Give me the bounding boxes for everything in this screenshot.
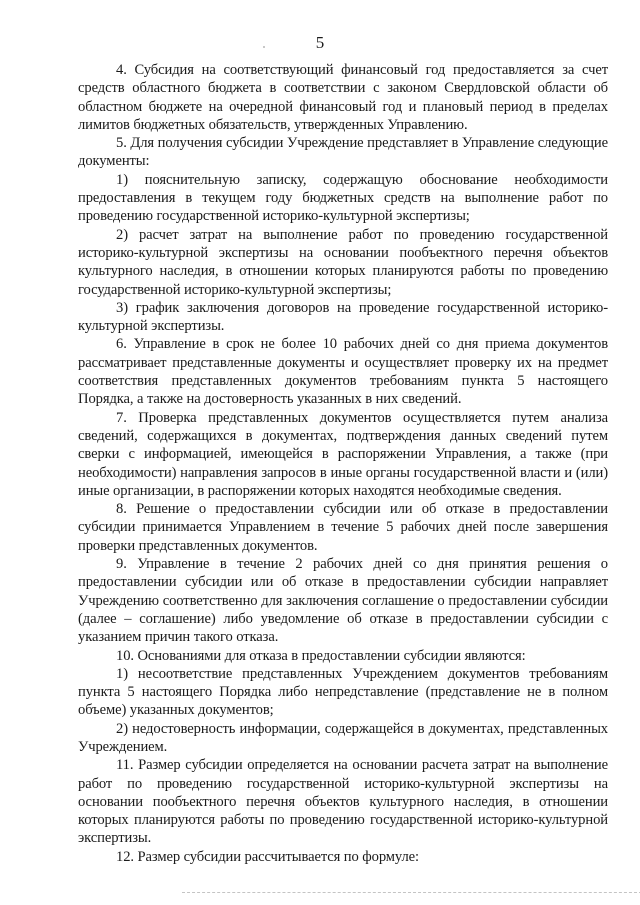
paragraph-10: 10. Основаниями для отказа в предоставлении субсидии являются: — [116, 647, 526, 664]
paragraph-5-item-3: 3) график заключения договоров на проведение государственной историко-культурной экспертизы. — [78, 299, 608, 335]
paragraph-10-item-2: 2) недостоверность информации, содержащейся в документах, представленных Учреждением. — [78, 720, 608, 755]
paragraph-8: 8. Решение о предоставлении субсидии или об отказе в предоставлении субсидии принимается Управлением в течение 5 рабочих дней после завершения проверки представленных документов. — [78, 501, 608, 554]
scan-edge-line — [182, 892, 640, 893]
paragraph-12: 12. Размер субсидии рассчитывается по формуле: — [116, 848, 420, 865]
page-number: 5 — [315, 33, 325, 52]
paragraph-9: 9. Управление в течение 2 рабочих дней со дня принятия решения о предоставлении субсидии или об отказе в предоставлении субсидии направляет Учреждению соответственно для заключения соглашение о предоставлении субсидии (далее – соглашение) либо уведомление об отказе в предоставлении субсидии с указанием причин такого отказа. — [78, 556, 608, 646]
paragraph-7: 7. Проверка представленных документов осуществляется путем анализа сведений, содержащихся в документах, подтверждения данных сведений путем сверки с информацией, имеющейся в распоряжении Управления, а также (при необходимости) направления запросов в иные органы государственной власти и (или) иные организации, в распоряжении которых находятся необходимые сведения. — [78, 409, 608, 499]
scan-artifact — [263, 46, 265, 48]
paragraph-11: 11. Размер субсидии определяется на основании расчета затрат на выполнение работ по проведению государственной историко-культурной экспертизы на основании пообъектного перечня объектов культурного наследия, в отношении которых планируются работы по проведению государственной историко-культурной экспертизы. — [78, 757, 608, 847]
paragraph-5-item-1: 1) пояснительную записку, содержащую обоснование необходимости предоставления в текущем году бюджетных средств на выполнение работ по проведению государственной историко-культурной экспертизы; — [78, 171, 608, 225]
paragraph-5-item-2: 2) расчет затрат на выполнение работ по проведению государственной историко-культурной экспертизы на основании пообъектного перечня объектов культурного наследия, в отношении которых планируются работы по проведению государственной историко-культурной экспертизы; — [78, 226, 608, 298]
paragraph-4: 4. Субсидия на соответствующий финансовый год предоставляется за счет средств областного бюджета в соответствии с законом Свердловской области об областном бюджете на очередной финансовый год и плановый период в пределах лимитов бюджетных обязательств, утвержденных Управлению. — [78, 62, 608, 133]
document-body — [78, 61, 608, 866]
paragraph-6: 6. Управление в срок не более 10 рабочих дней со дня приема документов рассматривает представленные документы и осуществляет проверку их на предмет соответствия представленных документов требованиям пункта 5 настоящего Порядка, а также на достоверность указанных в них сведений. — [78, 336, 608, 408]
paragraph-5: 5. Для получения субсидии Учреждение представляет в Управление следующие документы: — [78, 135, 608, 170]
paragraph-10-item-1: 1) несоответствие представленных Учреждением документов требованиям пункта 5 настоящего Порядка либо непредставление (представление не в полном объеме) указанных документов; — [78, 665, 608, 719]
